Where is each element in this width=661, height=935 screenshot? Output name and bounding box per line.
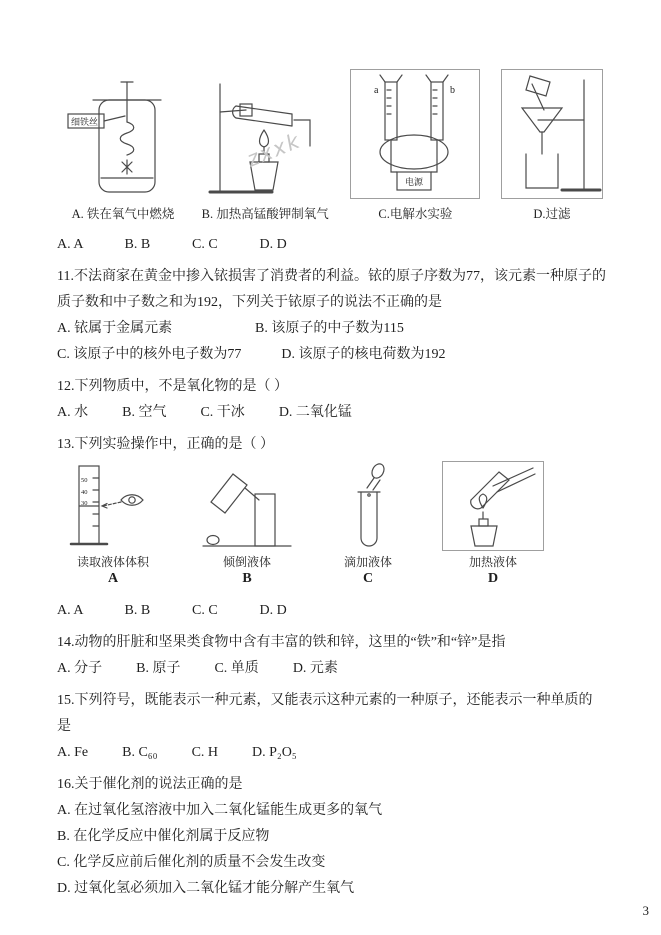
question-13-text: 13.下列实验操作中，正确的是（ ） — [57, 437, 274, 452]
question-11-options-cd — [57, 342, 606, 368]
question-14-text: 14.动物的肝脏和坚果类食物中含有丰富的铁和锌，这里的“铁”和“锌”是指 — [57, 635, 506, 650]
answer-option-a: A. A — [57, 237, 84, 252]
option-c: C. 干冰 — [200, 405, 245, 420]
option-a: A. 铱属于金属元素 — [57, 321, 173, 336]
heating-kmno4-diagram — [206, 70, 324, 198]
question-12 — [57, 374, 606, 426]
operation-letter-b: B — [242, 571, 252, 586]
figure-caption-b: B. 加热高锰酸钾制氧气 — [201, 207, 329, 221]
question-14-options — [57, 656, 606, 682]
wire-label: 细铁丝 — [71, 117, 99, 127]
question-13-answer-row — [57, 598, 606, 624]
option-d: D. 过氧化氢必须加入二氧化锰才能分解产生氧气 — [57, 881, 355, 896]
figure-caption-a: A. 铁在氧气中燃烧 — [71, 207, 175, 221]
question-13 — [57, 432, 606, 624]
answer-option-d: D. D — [259, 237, 287, 252]
gas-jar-iron-wire-diagram — [67, 70, 179, 198]
question-12-options — [57, 400, 606, 426]
option-c: C. 单质 — [214, 661, 259, 676]
answer-option-c: C. C — [192, 237, 218, 252]
tube-b-label: b — [450, 85, 456, 96]
operation-letter-a: A — [107, 571, 119, 586]
filtration-diagram — [502, 70, 602, 198]
question-12-text: 12.下列物质中，不是氧化物的是（ ） — [57, 379, 288, 394]
question-16-text: 16.关于催化剂的说法正确的是 — [57, 777, 243, 792]
figure-caption-d: D.过滤 — [533, 207, 571, 221]
water-electrolysis-diagram — [351, 70, 479, 198]
question-11 — [57, 264, 606, 368]
option-a: A. 分子 — [57, 661, 103, 676]
option-d: D. 二氧化锰 — [278, 405, 352, 420]
tube-a-label: a — [374, 85, 379, 96]
option-a: A. Fe — [57, 745, 89, 760]
figure-heating-liquid — [443, 462, 543, 588]
answer-option-d: D. D — [259, 603, 287, 618]
page-number: 3 — [642, 903, 649, 918]
option-c: C. H — [191, 745, 219, 760]
operation-letter-d: D — [487, 571, 499, 586]
operation-caption-d: 加热液体 — [468, 555, 517, 569]
answer-option-b: B. B — [124, 603, 151, 618]
question-11-options-ab — [57, 316, 606, 342]
operation-letter-c: C — [362, 571, 374, 586]
option-c: C. 该原子中的核外电子数为77 — [57, 347, 242, 362]
option-b: B. 原子 — [136, 661, 181, 676]
option-b: B. C₆₀ — [122, 745, 158, 760]
question-15-options — [57, 740, 606, 766]
operation-caption-b: 倾倒液体 — [222, 555, 271, 569]
figure-pouring-liquid — [201, 462, 293, 588]
lab-operation-figure-row — [65, 462, 543, 588]
option-d: D. 该原子的核电荷数为192 — [281, 347, 446, 362]
option-d: D. P₂O₅ — [252, 745, 297, 760]
option-b: B. 在化学反应中催化剂属于反应物 — [57, 829, 270, 844]
question-15 — [57, 688, 606, 766]
option-b: B. 空气 — [122, 405, 167, 420]
figure-iron-burning — [67, 70, 179, 222]
figure-answer-row — [57, 232, 606, 258]
option-d: D. 元素 — [292, 661, 338, 676]
figure-filtration — [502, 70, 602, 222]
option-c: C. 化学反应前后催化剂的质量不会发生改变 — [57, 855, 326, 870]
watermark: zxxk — [243, 128, 305, 172]
tick-label-40: 40 — [81, 489, 88, 496]
option-a: A. 水 — [57, 405, 89, 420]
heating-liquid-diagram — [443, 462, 543, 550]
power-source-label: 电源 — [405, 177, 424, 187]
figure-dropping-liquid — [333, 462, 403, 588]
option-b: B. 该原子的中子数为115 — [255, 321, 404, 336]
reading-volume-diagram — [65, 462, 161, 550]
figure-caption-c: C.电解水实验 — [378, 207, 453, 221]
tick-label-30: 30 — [81, 500, 88, 507]
question-16 — [57, 772, 606, 902]
operation-caption-a: 读取液体体积 — [76, 555, 149, 569]
option-a: A. 在过氧化氢溶液中加入二氧化锰能生成更多的氧气 — [57, 803, 383, 818]
dropping-liquid-diagram — [333, 462, 403, 550]
figure-reading-volume — [65, 462, 161, 588]
answer-option-a: A. A — [57, 603, 84, 618]
question-11-text: 11.不法商家在黄金中掺入铱损害了消费者的利益。铱的原子序数为77，该元素一种原子的质子数和中子数之和为192，下列关于铱原子的说法不正确的是 — [57, 269, 606, 310]
question-14 — [57, 630, 606, 682]
answer-option-b: B. B — [124, 237, 151, 252]
question-15-text: 15.下列符号，既能表示一种元素，又能表示这种元素的一种原子，还能表示一种单质的是 — [57, 693, 593, 734]
experiment-figure-row — [67, 70, 602, 222]
answer-option-c: C. C — [192, 603, 218, 618]
operation-caption-c: 滴加液体 — [343, 555, 392, 569]
figure-electrolysis — [351, 70, 479, 222]
tick-label-50: 50 — [81, 477, 88, 484]
pouring-liquid-diagram — [201, 462, 293, 550]
